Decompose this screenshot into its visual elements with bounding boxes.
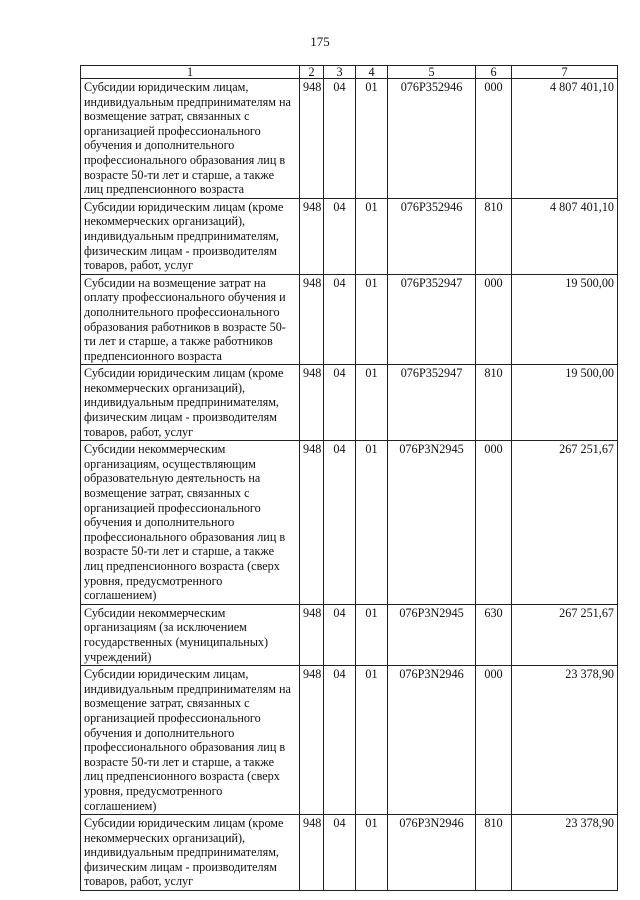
subsection-code: 01 [356, 666, 388, 815]
amount: 19 500,00 [512, 365, 618, 441]
ministry-code: 948 [300, 365, 324, 441]
column-header: 3 [324, 66, 356, 79]
expense-type-code: 810 [476, 815, 512, 891]
section-code: 04 [324, 198, 356, 274]
table-row [81, 365, 618, 441]
expense-type-code: 810 [476, 365, 512, 441]
subsection-code: 01 [356, 604, 388, 665]
table-row [81, 815, 618, 891]
ministry-code: 948 [300, 666, 324, 815]
expense-type-code: 000 [476, 79, 512, 199]
column-header: 4 [356, 66, 388, 79]
amount: 23 378,90 [512, 815, 618, 891]
ministry-code: 948 [300, 815, 324, 891]
section-code: 04 [324, 441, 356, 605]
subsection-code: 01 [356, 274, 388, 365]
expense-type-code: 000 [476, 441, 512, 605]
table-row [81, 666, 618, 815]
column-header: 2 [300, 66, 324, 79]
column-header: 7 [512, 66, 618, 79]
subsection-code: 01 [356, 441, 388, 605]
amount: 267 251,67 [512, 441, 618, 605]
subsection-code: 01 [356, 365, 388, 441]
subsection-code: 01 [356, 815, 388, 891]
ministry-code: 948 [300, 441, 324, 605]
section-code: 04 [324, 365, 356, 441]
expense-type-code: 000 [476, 274, 512, 365]
target-code: 076P352947 [388, 274, 476, 365]
subsection-code: 01 [356, 198, 388, 274]
amount: 4 807 401,10 [512, 198, 618, 274]
row-description: Субсидии некоммерческим организациям (за исключением государственных (муниципальных) учреждений) [81, 604, 300, 665]
amount: 23 378,90 [512, 666, 618, 815]
column-header: 5 [388, 66, 476, 79]
target-code: 076P352947 [388, 365, 476, 441]
row-description: Субсидии юридическим лицам, индивидуальным предпринимателям на возмещение затрат, связанных с организацией профессионального обучения и дополнительного профессионального образования лиц в возрасте 50-ти лет и старше, а также лиц предпенсионного возраста (сверх уровня, предусмотренного соглашением) [81, 666, 300, 815]
section-code: 04 [324, 274, 356, 365]
expense-type-code: 630 [476, 604, 512, 665]
target-code: 076P352946 [388, 198, 476, 274]
section-code: 04 [324, 815, 356, 891]
ministry-code: 948 [300, 274, 324, 365]
row-description: Субсидии некоммерческим организациям, осуществляющим образовательную деятельность на возмещение затрат, связанных с организацией профессионального обучения и дополнительного профессионального образования лиц в возрасте 50-ти лет и старше, а также лиц предпенсионного возраста (сверх уровня, предусмотренного соглашением) [81, 441, 300, 605]
target-code: 076P3N2946 [388, 815, 476, 891]
row-description: Субсидии юридическим лицам (кроме некоммерческих организаций), индивидуальным предпринимателям, физическим лицам - производителям товаров, работ, услуг [81, 815, 300, 891]
target-code: 076P352946 [388, 79, 476, 199]
budget-table [80, 65, 618, 891]
target-code: 076P3N2945 [388, 441, 476, 605]
target-code: 076P3N2946 [388, 666, 476, 815]
amount: 19 500,00 [512, 274, 618, 365]
amount: 267 251,67 [512, 604, 618, 665]
table-row [81, 274, 618, 365]
amount: 4 807 401,10 [512, 79, 618, 199]
section-code: 04 [324, 79, 356, 199]
page-number: 175 [310, 34, 330, 49]
row-description: Субсидии юридическим лицам, индивидуальным предпринимателям на возмещение затрат, связанных с организацией профессионального обучения и дополнительного профессионального образования лиц в возрасте 50-ти лет и старше, а также лиц предпенсионного возраста [81, 79, 300, 199]
table-row [81, 441, 618, 605]
section-code: 04 [324, 666, 356, 815]
section-code: 04 [324, 604, 356, 665]
ministry-code: 948 [300, 604, 324, 665]
ministry-code: 948 [300, 198, 324, 274]
row-description: Субсидии юридическим лицам (кроме некоммерческих организаций), индивидуальным предпринимателям, физическим лицам - производителям товаров, работ, услуг [81, 198, 300, 274]
row-description: Субсидии на возмещение затрат на оплату профессионального обучения и дополнительного профессионального образования работников в возрасте 50-ти лет и старше, а также работников предпенсионного возраста [81, 274, 300, 365]
table-row [81, 604, 618, 665]
expense-type-code: 810 [476, 198, 512, 274]
table-row [81, 198, 618, 274]
column-header: 1 [81, 66, 300, 79]
row-description: Субсидии юридическим лицам (кроме некоммерческих организаций), индивидуальным предпринимателям, физическим лицам - производителям товаров, работ, услуг [81, 365, 300, 441]
table-header-row [81, 66, 618, 79]
table-row [81, 79, 618, 199]
target-code: 076P3N2945 [388, 604, 476, 665]
expense-type-code: 000 [476, 666, 512, 815]
ministry-code: 948 [300, 79, 324, 199]
column-header: 6 [476, 66, 512, 79]
subsection-code: 01 [356, 79, 388, 199]
